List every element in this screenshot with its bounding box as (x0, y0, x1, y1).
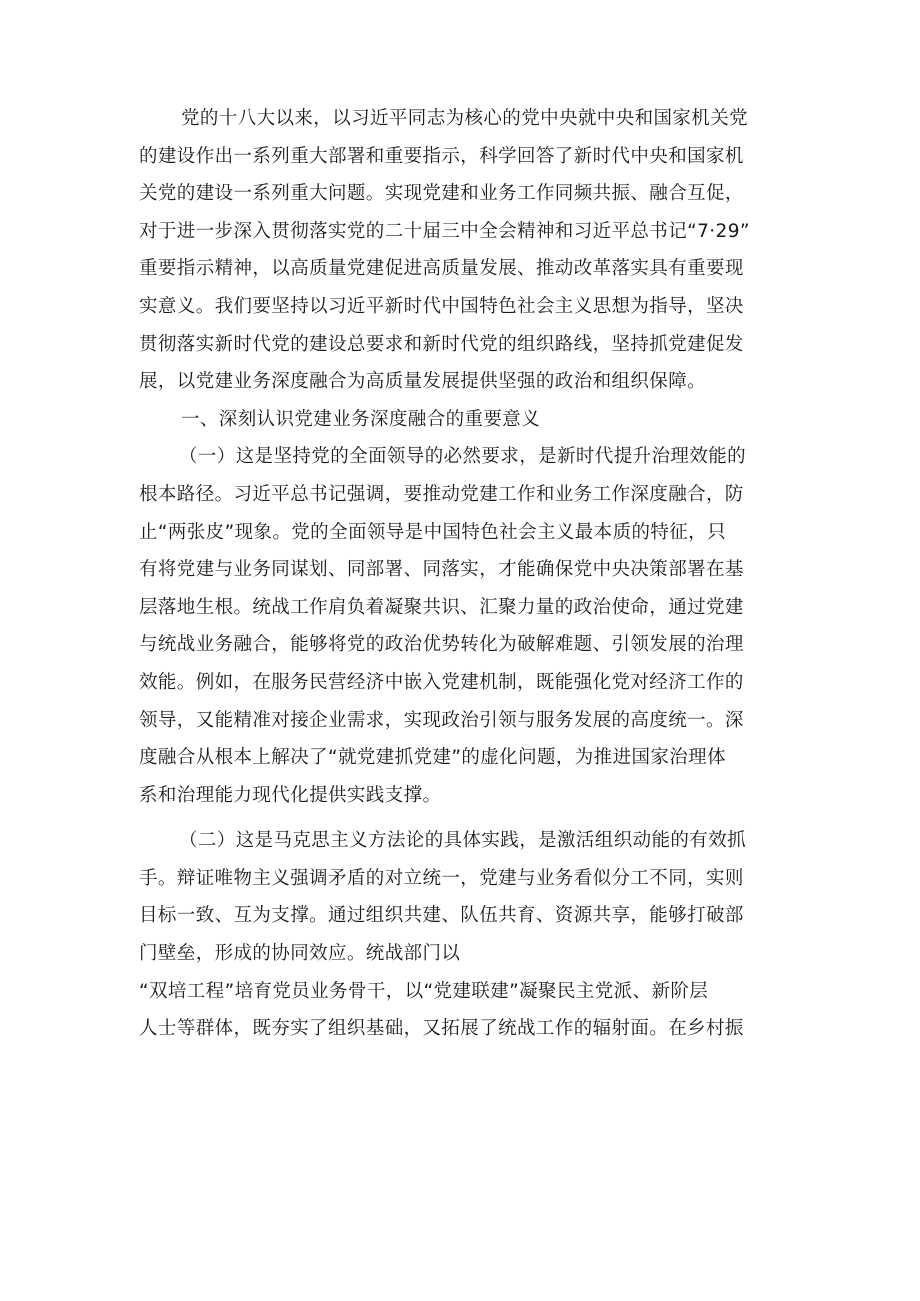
paragraph-line: 层落地生根。统战工作肩负着凝聚共识、汇聚力量的政治使命，通过党建 (139, 596, 744, 618)
paragraph-line: 对于进一步深入贯彻落实党的二十届三中全会精神和习近平总书记“7·29” (139, 220, 750, 242)
paragraph-line: 贯彻落实新时代党的建设总要求和新时代党的组织路线，坚持抓党建促发 (139, 333, 744, 355)
paragraph-line: “双培工程”培育党员业务骨干，以“党建联建”凝聚民主党派、新阶层 (139, 980, 709, 1002)
paragraph-line: 手。辩证唯物主义强调矛盾的对立统一，党建与业务看似分工不同，实则 (139, 867, 744, 889)
paragraph-line: 止“两张皮”现象。党的全面领导是中国特色社会主义最本质的特征，只 (139, 521, 726, 543)
paragraph-line: 效能。例如，在服务民营经济中嵌入党建机制，既能强化党对经济工作的 (139, 671, 744, 693)
paragraph-line: 目标一致、互为支撑。通过组织共建、队伍共育、资源共享，能够打破部 (139, 905, 744, 927)
paragraph-line: 根本路径。习近平总书记强调，要推动党建工作和业务工作深度融合，防 (139, 483, 744, 505)
paragraph-line: 门壁垒，形成的协同效应。统战部门以 (139, 943, 461, 965)
paragraph-line: 展，以党建业务深度融合为高质量发展提供坚强的政治和组织保障。 (139, 371, 707, 393)
paragraph-line: 重要指示精神，以高质量党建促进高质量发展、推动改革落实具有重要现 (139, 258, 744, 280)
paragraph-line: 实意义。我们要坚持以习近平新时代中国特色社会主义思想为指导，坚决 (139, 295, 744, 317)
section-heading: 一、深刻认识党建业务深度融合的重要意义 (181, 408, 541, 430)
paragraph-line: 关党的建设一系列重大问题。实现党建和业务工作同频共振、融合互促， (139, 183, 744, 205)
paragraph-line: （二）这是马克思主义方法论的具体实践，是激活组织动能的有效抓 (179, 830, 747, 852)
paragraph-line: 党的十八大以来，以习近平同志为核心的党中央就中央和国家机关党 (181, 108, 749, 129)
paragraph-line: （一）这是坚持党的全面领导的必然要求，是新时代提升治理效能的 (179, 446, 747, 468)
paragraph-line: 人士等群体，既夯实了组织基础，又拓展了统战工作的辐射面。在乡村振 (139, 1018, 744, 1040)
paragraph-line: 系和治理能力现代化提供实践支撑。 (139, 784, 442, 806)
document-body (139, 100, 789, 1048)
paragraph-line: 有将党建与业务同谋划、同部署、同落实，才能确保党中央决策部署在基 (139, 559, 744, 581)
paragraph-line: 度融合从根本上解决了“就党建抓党建”的虚化问题，为推进国家治理体 (139, 747, 726, 769)
paragraph-line: 与统战业务融合，能够将党的政治优势转化为破解难题、引领发展的治理 (139, 634, 744, 656)
paragraph-line: 领导，又能精准对接企业需求，实现政治引领与服务发展的高度统一。深 (139, 709, 744, 731)
paragraph-line: 的建设作出一系列重大部署和重要指示，科学回答了新时代中央和国家机 (139, 145, 744, 167)
